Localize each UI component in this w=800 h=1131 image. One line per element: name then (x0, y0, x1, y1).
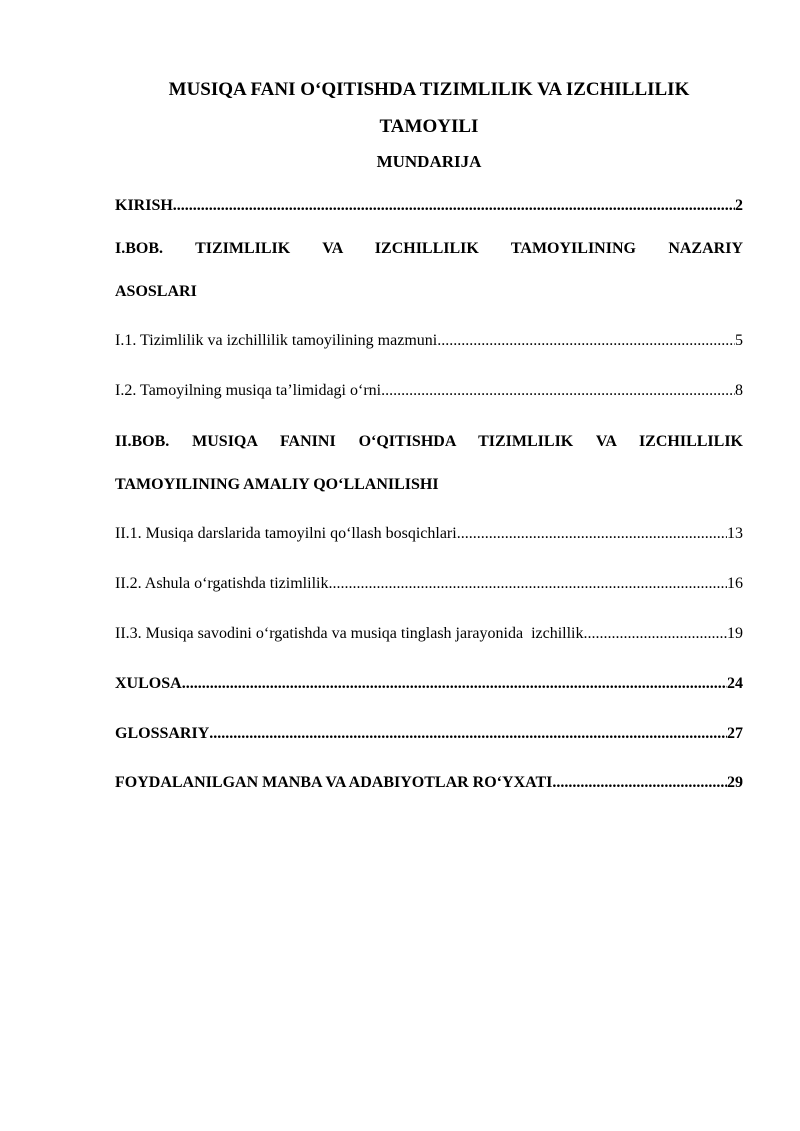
toc-entry-label: I.2. Tamoyilning musiqa ta’limidagi o‘rni (115, 382, 382, 399)
toc-chapter2-line1[interactable]: II.BOB. MUSIQA FANINI O‘QITISHDA TIZIMLILIK VA IZCHILLILIK (115, 433, 743, 450)
toc-page-number: 13 (727, 525, 743, 542)
toc-entry-label: II.3. Musiqa savodini o‘rgatishda va musiqa tinglash jarayonida izchillik (115, 625, 584, 642)
toc-entry-label: GLOSSARIY (115, 725, 210, 742)
toc-entry-label: I.1. Tizimlilik va izchillilik tamoyilining mazmuni (115, 332, 438, 349)
toc-entry-label: II.1. Musiqa darslarida tamoyilni qo‘llash bosqichlari (115, 525, 457, 542)
toc-entry-1-2[interactable] (115, 380, 743, 402)
toc-chapter1-line2[interactable]: ASOSLARI (115, 283, 197, 300)
toc-chapter1-line1[interactable]: I.BOB. TIZIMLILIK VA IZCHILLILIK TAMOYILINING NAZARIY (115, 240, 743, 257)
toc-entry-label: KIRISH (115, 197, 173, 214)
toc-entry-glossariy[interactable] (115, 723, 743, 745)
toc-entry-xulosa[interactable] (115, 673, 743, 695)
dot-leader (182, 673, 727, 695)
toc-entry-label: FOYDALANILGAN MANBA VA ADABIYOTLAR RO‘YXATI (115, 774, 553, 791)
toc-page-number: 29 (727, 774, 743, 791)
toc-page-number: 27 (727, 725, 743, 742)
toc-entry-label: II.2. Ashula o‘rgatishda tizimlilik (115, 575, 329, 592)
toc-entry-2-3[interactable] (115, 623, 743, 645)
toc-entry-kirish[interactable] (115, 195, 743, 217)
dot-leader (328, 573, 727, 595)
dot-leader (437, 330, 735, 352)
toc-page-number: 16 (727, 575, 743, 592)
toc-entry-2-1[interactable] (115, 523, 743, 545)
dot-leader (173, 195, 735, 217)
toc-entry-1-1[interactable] (115, 330, 743, 352)
toc-page-number: 2 (735, 197, 743, 214)
toc-page-number: 24 (727, 675, 743, 692)
toc-page-number: 8 (735, 382, 743, 399)
toc-entry-2-2[interactable] (115, 573, 743, 595)
document-title-line2: TAMOYILI (379, 116, 479, 137)
dot-leader (457, 523, 727, 545)
toc-entry-manbalar[interactable] (115, 772, 743, 794)
toc-chapter2-line2[interactable]: TAMOYILINING AMALIY QO‘LLANILISHI (115, 476, 439, 493)
contents-heading: MUNDARIJA (376, 152, 482, 171)
dot-leader (552, 772, 727, 794)
toc-entry-label: XULOSA (115, 675, 182, 692)
dot-leader (209, 723, 727, 745)
toc-page-number: 19 (727, 625, 743, 642)
document-title-line1: MUSIQA FANI O‘QITISHDA TIZIMLILIK VA IZCHILLILIK (168, 79, 690, 100)
toc-page-number: 5 (735, 332, 743, 349)
dot-leader (381, 380, 735, 402)
dot-leader (584, 623, 728, 645)
